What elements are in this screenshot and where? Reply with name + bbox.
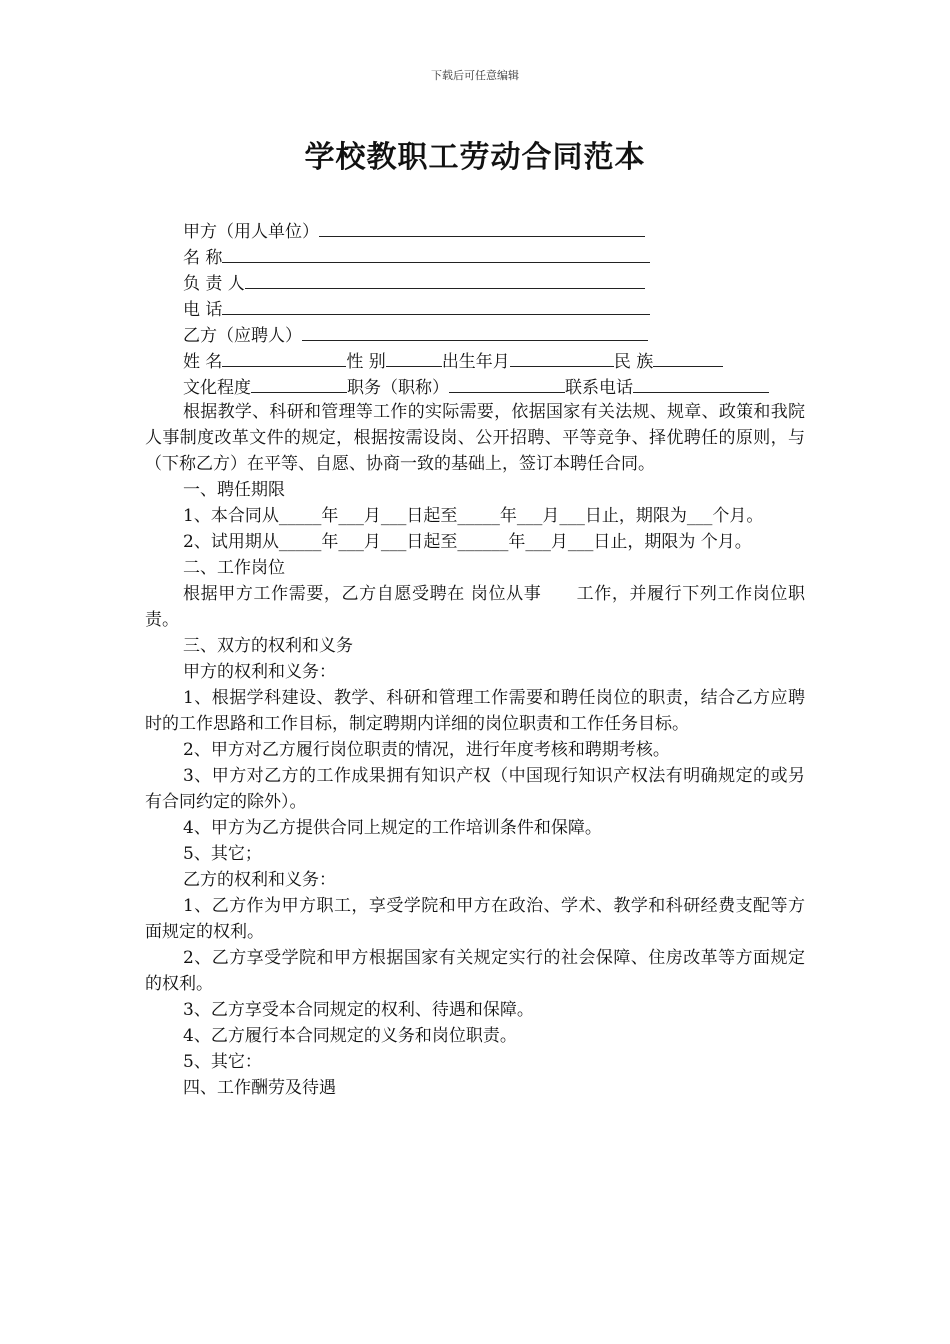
clause-paragraph: 4、乙方履行本合同规定的义务和岗位职责。 <box>183 1026 517 1046</box>
field-label: 职务（职称） <box>347 378 449 398</box>
field-education-info <box>183 373 805 399</box>
field-label: 甲方（用人单位） <box>183 222 319 242</box>
fill-blank <box>319 217 645 237</box>
fill-blank <box>386 347 442 367</box>
field-party-a <box>183 217 805 243</box>
field-label: 负 责 人 <box>183 274 245 294</box>
clause-paragraph: 1、根据学科建设、教学、科研和管理工作需要和聘任岗位的职责，结合乙方应聘时的工作思路和工作目标，制定聘期内详细的岗位职责和工作任务目标。 <box>145 688 805 734</box>
field-responsible <box>183 269 805 295</box>
section-heading: 二、工作岗位 <box>183 558 285 578</box>
field-phone <box>183 295 805 321</box>
fill-blank <box>245 269 645 289</box>
field-party-b <box>183 321 805 347</box>
field-label: 姓 名 <box>183 352 223 372</box>
fill-blank <box>222 347 346 367</box>
field-personal-info <box>183 347 805 373</box>
fill-blank <box>449 373 565 393</box>
fill-blank <box>653 347 723 367</box>
subsection-heading: 甲方的权利和义务： <box>183 662 336 682</box>
clause-paragraph: 3、乙方享受本合同规定的权利、待遇和保障。 <box>183 1000 534 1020</box>
intro-paragraph: 根据教学、科研和管理等工作的实际需要，依据国家有关法规、规章、政策和我院人事制度改革文件的规定，根据按需设岗、公开招聘、平等竞争、择优聘任的原则，与（下称乙方）在平等、自愿、协商一致的基础上，签订本聘任合同。 <box>145 402 805 474</box>
fill-blank <box>222 295 650 315</box>
clause-paragraph: 根据甲方工作需要，乙方自愿受聘在 岗位从事 工作，并履行下列工作岗位职责。 <box>145 584 805 630</box>
clause-paragraph: 4、甲方为乙方提供合同上规定的工作培训条件和保障。 <box>183 818 602 838</box>
clause-paragraph: 2、乙方享受学院和甲方根据国家有关规定实行的社会保障、住房改革等方面规定的权利。 <box>145 948 805 994</box>
section-heading: 四、工作酬劳及待遇 <box>183 1078 336 1098</box>
clause-paragraph: 3、甲方对乙方的工作成果拥有知识产权（中国现行知识产权法有明确规定的或另有合同约定的除外）。 <box>145 766 805 812</box>
field-label: 联系电话 <box>565 378 633 398</box>
clause-paragraph: 5、其它； <box>183 844 262 864</box>
clause-paragraph: 2、甲方对乙方履行岗位职责的情况，进行年度考核和聘期考核。 <box>183 740 670 760</box>
header-note: 下载后可任意编辑 <box>431 69 519 82</box>
field-label: 民 族 <box>613 352 654 372</box>
field-label: 名 称 <box>183 248 223 268</box>
section-heading: 一、聘任期限 <box>183 480 285 500</box>
fill-blank <box>222 243 650 263</box>
document-body <box>145 217 805 1101</box>
clause-paragraph: 1、乙方作为甲方职工，享受学院和甲方在政治、学术、教学和科研经费支配等方面规定的权利。 <box>145 896 805 942</box>
document-title: 学校教职工劳动合同范本 <box>304 140 646 175</box>
fill-blank <box>510 347 614 367</box>
field-label: 文化程度 <box>183 378 251 398</box>
fill-blank <box>302 321 648 341</box>
field-label: 电 话 <box>183 300 223 320</box>
clause-paragraph: 5、其它： <box>183 1052 262 1072</box>
clause-paragraph: 2、试用期从_____年___月___日起至______年___月___日止，期限为 个月。 <box>183 532 752 552</box>
field-name <box>183 243 805 269</box>
field-label: 出生年月 <box>441 352 510 372</box>
fill-blank <box>633 373 769 393</box>
subsection-heading: 乙方的权利和义务： <box>183 870 336 890</box>
field-label: 乙方（应聘人） <box>183 326 302 346</box>
section-heading: 三、双方的权利和义务 <box>183 636 353 656</box>
fill-blank <box>251 373 347 393</box>
field-label: 性 别 <box>346 352 386 372</box>
clause-paragraph: 1、本合同从_____年___月___日起至_____年___月___日止，期限为___个月。 <box>183 506 764 526</box>
